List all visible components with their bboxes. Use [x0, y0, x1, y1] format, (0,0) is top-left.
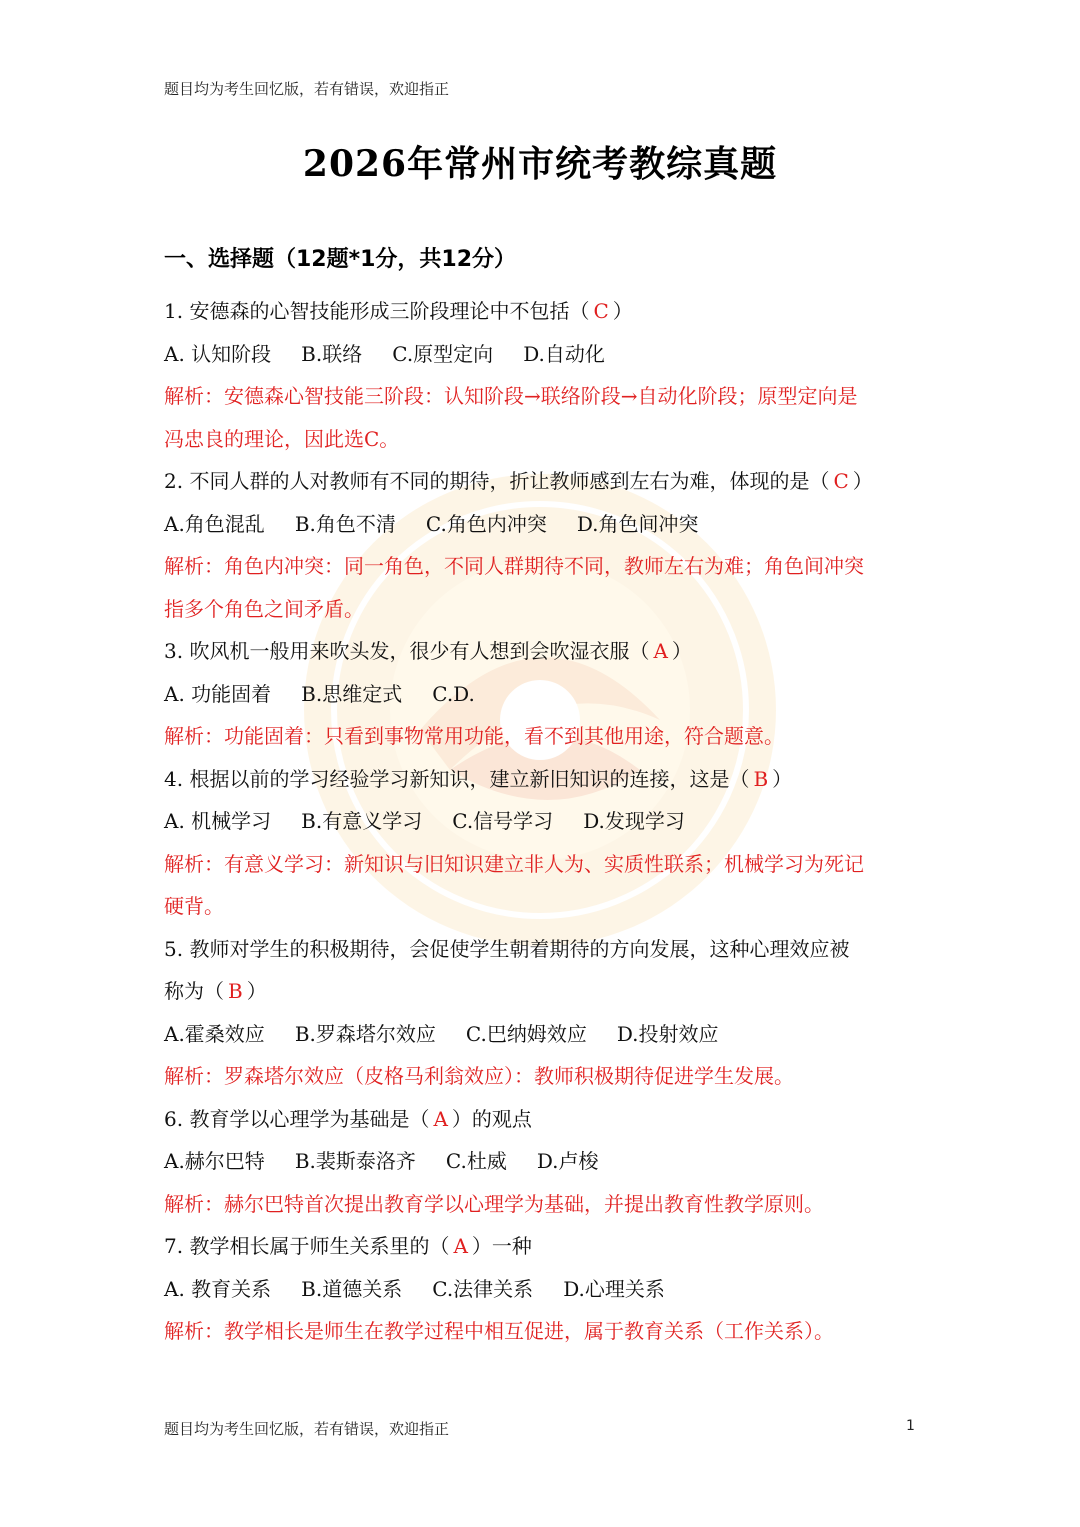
question-1-stem — [164, 290, 924, 333]
question-stem-text: ） — [852, 469, 873, 493]
question-3-options — [164, 673, 924, 716]
answer-letter: A — [653, 639, 668, 663]
question-2-explanation-line-2: 指多个角色之间矛盾。 — [164, 596, 364, 621]
option: B.有意义学习 — [301, 809, 423, 833]
option: B.联络 — [301, 341, 363, 366]
option: A.角色混乱 — [164, 511, 265, 536]
option: C.杜威 — [445, 1149, 507, 1173]
question-1-explanation-line-2: 冯忠良的理论，因此选C。 — [164, 426, 400, 451]
question-stem-text: 6. 教育学以心理学为基础是（ — [164, 1106, 430, 1131]
answer-letter: B — [753, 766, 769, 791]
option: C.角色内冲突 — [425, 511, 547, 536]
question-2-explanation-line-1: 解析：角色内冲突：同一角色，不同人群期待不同，教师左右为难；角色间冲突 — [164, 554, 864, 578]
page-number: 1 — [906, 1418, 915, 1434]
section-heading: 一、选择题（12题*1分，共12分） — [164, 247, 517, 272]
option: A. 功能固着 — [164, 681, 272, 706]
question-4-explanation-line-1: 解析：有意义学习：新知识与旧知识建立非人为、实质性联系；机械学习为死记 — [164, 851, 864, 876]
question-stem-text: 7. 教学相长属于师生关系里的（ — [164, 1234, 450, 1258]
answer-letter: A — [433, 1106, 448, 1131]
option: C.法律关系 — [432, 1276, 534, 1301]
question-stem-text: 1. 安德森的心智技能形成三阶段理论中不包括（ — [164, 299, 590, 323]
question-1-options — [164, 333, 924, 376]
option: B.裴斯泰洛齐 — [294, 1149, 416, 1173]
option: C.巴纳姆效应 — [465, 1021, 587, 1046]
question-1-explanation-line-1: 解析：安德森心智技能三阶段：认知阶段→联络阶段→自动化阶段；原型定向是 — [164, 384, 858, 408]
option: D.发现学习 — [583, 809, 685, 833]
option: A. 教育关系 — [164, 1276, 272, 1301]
option: D.卢梭 — [536, 1149, 599, 1173]
option: C.信号学习 — [452, 809, 554, 833]
question-stem-text: 3. 吹风机一般用来吹头发，很少有人想到会吹湿衣服（ — [164, 639, 650, 663]
question-7-options — [164, 1268, 924, 1311]
question-2-options — [164, 503, 924, 546]
option: B.思维定式 — [301, 681, 403, 706]
question-2-stem — [164, 460, 924, 503]
option: D.心理关系 — [563, 1276, 665, 1301]
footer-note: 题目均为考生回忆版，若有错误，欢迎指正 — [164, 1420, 450, 1438]
option: D.投射效应 — [616, 1021, 719, 1046]
option: A. 机械学习 — [164, 809, 272, 833]
question-4-options — [164, 800, 924, 843]
answer-letter: C — [833, 469, 849, 493]
option: A.赫尔巴特 — [164, 1149, 265, 1173]
question-5-stem-line-2 — [164, 970, 924, 1013]
option: A. 认知阶段 — [164, 341, 272, 366]
document-title: 2026年常州市统考教综真题 — [302, 143, 778, 185]
answer-letter: A — [453, 1234, 468, 1258]
option: B.罗森塔尔效应 — [294, 1021, 436, 1046]
question-6-explanation-line-1: 解析：赫尔巴特首次提出教育学以心理学为基础，并提出教育性教学原则。 — [164, 1191, 824, 1216]
question-stem-text: ） — [612, 299, 633, 323]
option: C.D. — [432, 681, 475, 706]
question-4-explanation-line-2: 硬背。 — [164, 894, 224, 918]
question-stem-text: 4. 根据以前的学习经验学习新知识，建立新旧知识的连接，这是（ — [164, 766, 750, 791]
question-4-stem — [164, 758, 924, 801]
answer-letter: B — [228, 979, 243, 1003]
question-stem-text: ） — [772, 766, 793, 791]
question-stem-text: 称为（ — [164, 979, 224, 1003]
option: C.原型定向 — [392, 341, 494, 366]
question-list — [164, 290, 924, 1353]
header-note: 题目均为考生回忆版，若有错误，欢迎指正 — [164, 80, 450, 98]
question-6-stem — [164, 1098, 924, 1141]
question-stem-text: 2. 不同人群的人对教师有不同的期待，折让教师感到左右为难，体现的是（ — [164, 469, 830, 493]
option: D.角色间冲突 — [576, 511, 699, 536]
question-7-explanation-line-1: 解析：教学相长是师生在教学过程中相互促进，属于教育关系（工作关系）。 — [164, 1319, 834, 1343]
question-stem-text: ） — [246, 979, 267, 1003]
question-3-stem — [164, 630, 924, 673]
question-stem-text: ）的观点 — [451, 1106, 532, 1131]
question-5-stem-line-1: 5. 教师对学生的积极期待，会促使学生朝着期待的方向发展，这种心理效应被 — [164, 936, 850, 961]
answer-letter: C — [593, 299, 609, 323]
option: B.道德关系 — [301, 1276, 403, 1301]
option: D.自动化 — [523, 341, 605, 366]
option: A.霍桑效应 — [164, 1021, 265, 1046]
question-3-explanation-line-1: 解析：功能固着：只看到事物常用功能，看不到其他用途，符合题意。 — [164, 724, 784, 748]
question-5-explanation-line-1: 解析：罗森塔尔效应（皮格马利翁效应）：教师积极期待促进学生发展。 — [164, 1064, 794, 1088]
question-stem-text: ） — [671, 639, 692, 663]
question-stem-text: ）一种 — [471, 1234, 532, 1258]
question-5-options — [164, 1013, 924, 1056]
question-7-stem — [164, 1225, 924, 1268]
option: B.角色不清 — [294, 511, 396, 536]
question-6-options — [164, 1140, 924, 1183]
